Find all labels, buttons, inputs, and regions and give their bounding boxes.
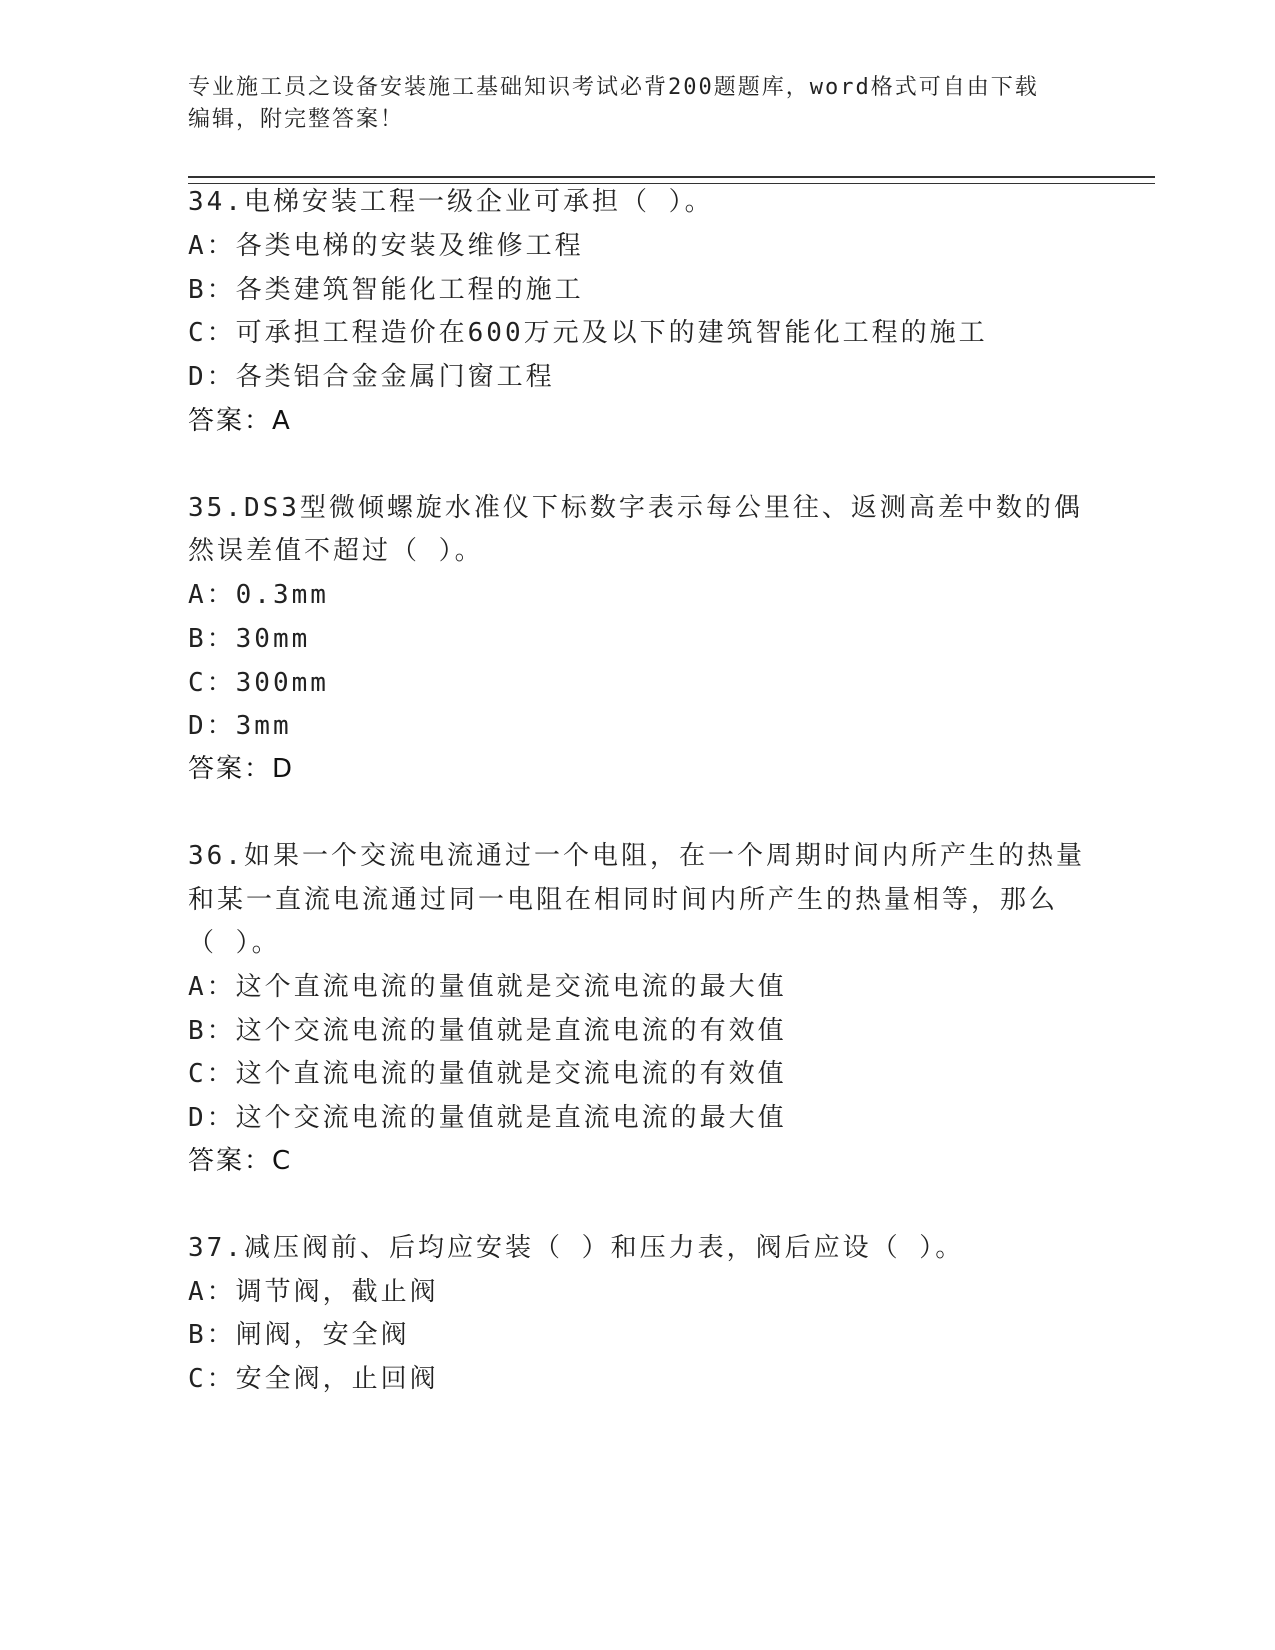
document-header bbox=[188, 72, 1068, 136]
answer-label: 答案：C bbox=[188, 1146, 293, 1176]
option-a: A：这个直流电流的量值就是交流电流的最大值 bbox=[188, 972, 787, 1002]
option-b: B：30mm bbox=[188, 624, 311, 654]
option-a: A：各类电梯的安装及维修工程 bbox=[188, 231, 584, 261]
header-divider-thick bbox=[188, 176, 1155, 178]
answer-label: 答案：A bbox=[188, 406, 292, 436]
answer-label: 答案：D bbox=[188, 754, 295, 784]
question-stem-continued: （ ）。 bbox=[188, 928, 281, 958]
header-title-line-2: 编辑，附完整答案！ bbox=[188, 107, 405, 132]
option-d: D：3mm bbox=[188, 711, 292, 741]
question-stem: 37.减压阀前、后均应安装（ ）和压力表，阀后应设（ ）。 bbox=[188, 1233, 965, 1263]
option-b: B：各类建筑智能化工程的施工 bbox=[188, 275, 584, 305]
option-a: A：0.3mm bbox=[188, 580, 329, 610]
question-stem-continued: 然误差值不超过（ ）。 bbox=[188, 536, 484, 566]
header-title-line-1: 专业施工员之设备安装施工基础知识考试必背200题题库，word格式可自由下载 bbox=[188, 75, 1039, 100]
question-stem: 34.电梯安装工程一级企业可承担（ ）。 bbox=[188, 187, 714, 217]
option-c: C：可承担工程造价在600万元及以下的建筑智能化工程的施工 bbox=[188, 318, 988, 348]
question-stem: 35.DS3型微倾螺旋水准仪下标数字表示每公里往、返测高差中数的偶 bbox=[188, 493, 1083, 523]
option-c: C：这个直流电流的量值就是交流电流的有效值 bbox=[188, 1059, 787, 1089]
question-stem-continued: 和某一直流电流通过同一电阻在相同时间内所产生的热量相等，那么 bbox=[188, 885, 1059, 915]
option-d: D：各类铝合金金属门窗工程 bbox=[188, 362, 555, 392]
option-b: B：这个交流电流的量值就是直流电流的有效值 bbox=[188, 1016, 787, 1046]
option-a: A：调节阀，截止阀 bbox=[188, 1277, 439, 1307]
option-c: C：300mm bbox=[188, 668, 329, 698]
question-stem: 36.如果一个交流电流通过一个电阻，在一个周期时间内所产生的热量 bbox=[188, 841, 1085, 871]
option-d: D：这个交流电流的量值就是直流电流的最大值 bbox=[188, 1103, 787, 1133]
option-b: B：闸阀，安全阀 bbox=[188, 1320, 410, 1350]
option-c: C：安全阀，止回阀 bbox=[188, 1364, 439, 1394]
